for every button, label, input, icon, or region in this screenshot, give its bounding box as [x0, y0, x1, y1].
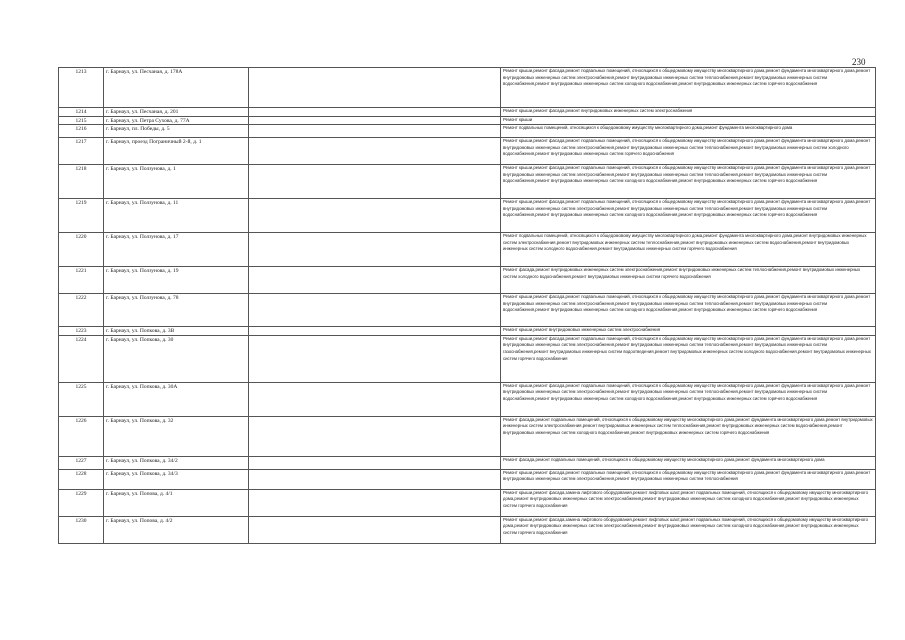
empty-cell [249, 108, 501, 117]
table-row [59, 233, 876, 267]
table-row [59, 294, 876, 327]
address-cell: г. Барнаул, ул. Попкова, д. 30А [104, 382, 249, 416]
address-cell: г. Барнаул, ул. Ползунова, д. 19 [104, 267, 249, 294]
table-row [59, 416, 876, 456]
table-row [59, 68, 876, 108]
address-cell: г. Барнаул, ул. Попкова, д. 30 [104, 335, 249, 382]
works-cell: Ремонт крыши,ремонт фасада,ремонт подвальных помещений, относящихся к общедомовому имуществу многоквартирного дома,ремонт фундамента многоквартирного дома,ремонт внутридомовых инженерных систем электроснабжения,ремонт внутридомовых инженерных систем теплоснабжения,ремонт внутридомовых инженерных систем газоснабжения,ремонт внутридомовых инженерных систем водоотведения,ремонт внутридомовых инженерных систем холодного водоснабжения,ремонт внутридомовых инженерных систем горячего водоснабжения [501, 335, 876, 382]
row-number: 1221 [59, 267, 104, 294]
page-number: 230 [852, 57, 866, 67]
works-cell: Ремонт фасада,ремонт внутридомовых инженерных систем электроснабжения,ремонт внутридомовых инженерных систем теплоснабжения,ремонт внутридомовых инженерных систем холодного водоснабжения,ремонт внутридомовых инженерных систем горячего водоснабжения [501, 267, 876, 294]
row-number: 1230 [59, 516, 104, 543]
row-number: 1217 [59, 138, 104, 165]
address-cell: г. Барнаул, проезд Пограничный 2-й, д. 1 [104, 138, 249, 165]
empty-cell [249, 327, 501, 336]
table-row [59, 516, 876, 543]
row-number: 1213 [59, 68, 104, 108]
works-cell: Ремонт крыши,ремонт фасада,ремонт подвальных помещений, относящихся к общедомовому имуществу многоквартирного дома,ремонт фундамента многоквартирного дома,ремонт внутридомовых инженерных систем электроснабжения,ремонт внутридомовых инженерных систем теплоснабжения,ремонт внутридомовых инженерных систем водоснабжения,ремонт внутридомовых инженерных систем холодного водоснабжения,ремонт внутридомовых инженерных систем горячего водоснабжения [501, 68, 876, 108]
empty-cell [249, 294, 501, 327]
empty-cell [249, 267, 501, 294]
empty-cell [249, 416, 501, 456]
table-row [59, 327, 876, 336]
empty-cell [249, 233, 501, 267]
works-cell: Ремонт крыши,ремонт фасада,ремонт подвальных помещений, относящихся к общедомовому имуществу многоквартирного дома,ремонт фундамента многоквартирного дома,ремонт внутридомовых инженерных систем электроснабжения,ремонт внутридомовых инженерных систем теплоснабжения,ремонт внутридомовых инженерных систем холодного водоснабжения,ремонт внутридомовых инженерных систем горячего водоснабжения [501, 138, 876, 165]
repair-registry-table [58, 67, 876, 544]
address-cell: г. Барнаул, ул. Попова, д. 4/1 [104, 489, 249, 516]
empty-cell [249, 469, 501, 489]
address-cell: г. Барнаул, ул. Ползунова, д. 1 [104, 165, 249, 199]
empty-cell [249, 489, 501, 516]
row-number: 1227 [59, 456, 104, 469]
row-number: 1225 [59, 382, 104, 416]
table-row [59, 335, 876, 382]
address-cell: г. Барнаул, ул. Петра Сухова, д. 77А [104, 116, 249, 125]
row-number: 1229 [59, 489, 104, 516]
works-cell: Ремонт крыши,ремонт фасада,ремонт подвальных помещений, относящихся к общедомовому имуществу многоквартирного дома,ремонт фундамента многоквартирного дома,ремонт внутридомовых инженерных систем электроснабжения,ремонт внутридомовых инженерных систем теплоснабжения,ремонт внутридомовых инженерных систем водоснабжения,ремонт внутридомовых инженерных систем холодного водоснабжения,ремонт внутридомовых инженерных систем горячего водоснабжения [501, 199, 876, 233]
address-cell: г. Барнаул, ул. Попкова, д. 32 [104, 416, 249, 456]
address-cell: г. Барнаул, ул. Песчаная, д. 201 [104, 108, 249, 117]
table-row [59, 469, 876, 489]
address-cell: г. Барнаул, ул. Ползунова, д. 78 [104, 294, 249, 327]
works-cell: Ремонт крыши,ремонт фасада,ремонт внутридомовых инженерных систем электроснабжения [501, 108, 876, 117]
works-cell: Ремонт фасада,ремонт подвальных помещений, относящихся к общедомовому имуществу многоквартирного дома,ремонт фундамента многоквартирного дома,ремонт внутридомовых инженерных систем электроснабжения,ремонт внутридомовых инженерных систем теплоснабжения,ремонт внутридомовых инженерных систем водоснабжения,ремонт внутридомовых инженерных систем холодного водоснабжения,ремонт внутридомовых инженерных систем горячего водоснабжения [501, 416, 876, 456]
address-cell: г. Барнаул, ул. Песчаная, д. 178А [104, 68, 249, 108]
row-number: 1219 [59, 199, 104, 233]
address-cell: г. Барнаул, ул. Ползунова, д. 17 [104, 233, 249, 267]
address-cell: г. Барнаул, ул. Попкова, д. 34/3 [104, 469, 249, 489]
row-number: 1214 [59, 108, 104, 117]
empty-cell [249, 116, 501, 125]
table-body [59, 68, 876, 544]
empty-cell [249, 125, 501, 138]
empty-cell [249, 199, 501, 233]
table-row [59, 199, 876, 233]
address-cell: г. Барнаул, ул. Попкова, д. 34/2 [104, 456, 249, 469]
table-row [59, 138, 876, 165]
works-cell: Ремонт крыши,ремонт фасада,ремонт подвальных помещений, относящихся к общедомовому имуществу многоквартирного дома,ремонт фундамента многоквартирного дома,ремонт внутридомовых инженерных систем электроснабжения,ремонт внутридомовых инженерных систем теплоснабжения,ремонт внутридомовых инженерных систем водоснабжения,ремонт внутридомовых инженерных систем холодного водоснабжения,ремонт внутридомовых инженерных систем горячего водоснабжения [501, 382, 876, 416]
table-row [59, 165, 876, 199]
table-row [59, 489, 876, 516]
row-number: 1216 [59, 125, 104, 138]
works-cell: Ремонт подвальных помещений, относящихся к общедомовому имуществу многоквартирного дома,ремонт фундамента многоквартирного дома [501, 125, 876, 138]
empty-cell [249, 382, 501, 416]
row-number: 1226 [59, 416, 104, 456]
table-row [59, 382, 876, 416]
empty-cell [249, 335, 501, 382]
works-cell: Ремонт крыши,ремонт фасада,ремонт подвальных помещений, относящихся к общедомовому имуществу многоквартирного дома,ремонт фундамента многоквартирного дома,ремонт внутридомовых инженерных систем электроснабжения,ремонт внутридомовых инженерных систем теплоснабжения,ремонт внутридомовых инженерных систем водоснабжения,ремонт внутридомовых инженерных систем холодного водоснабжения,ремонт внутридомовых инженерных систем горячего водоснабжения [501, 294, 876, 327]
address-cell: г. Барнаул, ул. Ползунова, д. 11 [104, 199, 249, 233]
empty-cell [249, 68, 501, 108]
empty-cell [249, 165, 501, 199]
row-number: 1224 [59, 335, 104, 382]
empty-cell [249, 456, 501, 469]
works-cell: Ремонт подвальных помещений, относящихся к общедомовому имуществу многоквартирного дома,ремонт фундамента многоквартирного дома,ремонт внутридомовых инженерных систем электроснабжения,ремонт внутридомовых инженерных систем теплоснабжения,ремонт внутридомовых инженерных систем водоснабжения,ремонт внутридомовых инженерных систем холодного водоснабжения,ремонт внутридомовых инженерных систем горячего водоснабжения [501, 233, 876, 267]
table-row [59, 267, 876, 294]
table-row [59, 116, 876, 125]
row-number: 1222 [59, 294, 104, 327]
address-cell: г. Барнаул, ул. Попкова, д. 3В [104, 327, 249, 336]
works-cell: Ремонт крыши [501, 116, 876, 125]
row-number: 1218 [59, 165, 104, 199]
empty-cell [249, 516, 501, 543]
works-cell: Ремонт крыши,ремонт фасада,ремонт подвальных помещений, относящихся к общедомовому имуществу многоквартирного дома,ремонт фундамента многоквартирного дома,ремонт внутридомовых инженерных систем электроснабжения,ремонт внутридомовых инженерных систем теплоснабжения [501, 469, 876, 489]
works-cell: Ремонт крыши,ремонт фасада,ремонт подвальных помещений, относящихся к общедомовому имуществу многоквартирного дома,ремонт фундамента многоквартирного дома,ремонт внутридомовых инженерных систем электроснабжения,ремонт внутридомовых инженерных систем теплоснабжения,ремонт внутридомовых инженерных систем водоснабжения,ремонт внутридомовых инженерных систем холодного водоснабжения,ремонт внутридомовых инженерных систем горячего водоснабжения [501, 165, 876, 199]
row-number: 1220 [59, 233, 104, 267]
works-cell: Ремонт фасада,ремонт подвальных помещений, относящихся к общедомовому имуществу многоквартирного дома,ремонт фундамента многоквартирного дома [501, 456, 876, 469]
row-number: 1223 [59, 327, 104, 336]
address-cell: г. Барнаул, пл. Победы, д. 5 [104, 125, 249, 138]
row-number: 1215 [59, 116, 104, 125]
empty-cell [249, 138, 501, 165]
works-cell: Ремонт крыши,ремонт фасада,замена лифтового оборудования,ремонт лифтовых шахт,ремонт подвальных помещений, относящихся к общедомовому имуществу многоквартирного дома,ремонт внутридомовых инженерных систем электроснабжения,ремонт внутридомовых инженерных систем холодного водоснабжения,ремонт внутридомовых инженерных систем горячего водоснабжения [501, 516, 876, 543]
works-cell: Ремонт крыши,ремонт фасада,замена лифтового оборудования,ремонт лифтовых шахт,ремонт подвальных помещений, относящихся к общедомовому имуществу многоквартирного дома,ремонт внутридомовых инженерных систем электроснабжения,ремонт внутридомовых инженерных систем холодного водоснабжения,ремонт внутридомовых инженерных систем горячего водоснабжения [501, 489, 876, 516]
table-row [59, 456, 876, 469]
address-cell: г. Барнаул, ул. Попова, д. 4/2 [104, 516, 249, 543]
table-row [59, 108, 876, 117]
row-number: 1228 [59, 469, 104, 489]
table-row [59, 125, 876, 138]
works-cell: Ремонт крыши,ремонт внутридомовых инженерных систем электроснабжения [501, 327, 876, 336]
